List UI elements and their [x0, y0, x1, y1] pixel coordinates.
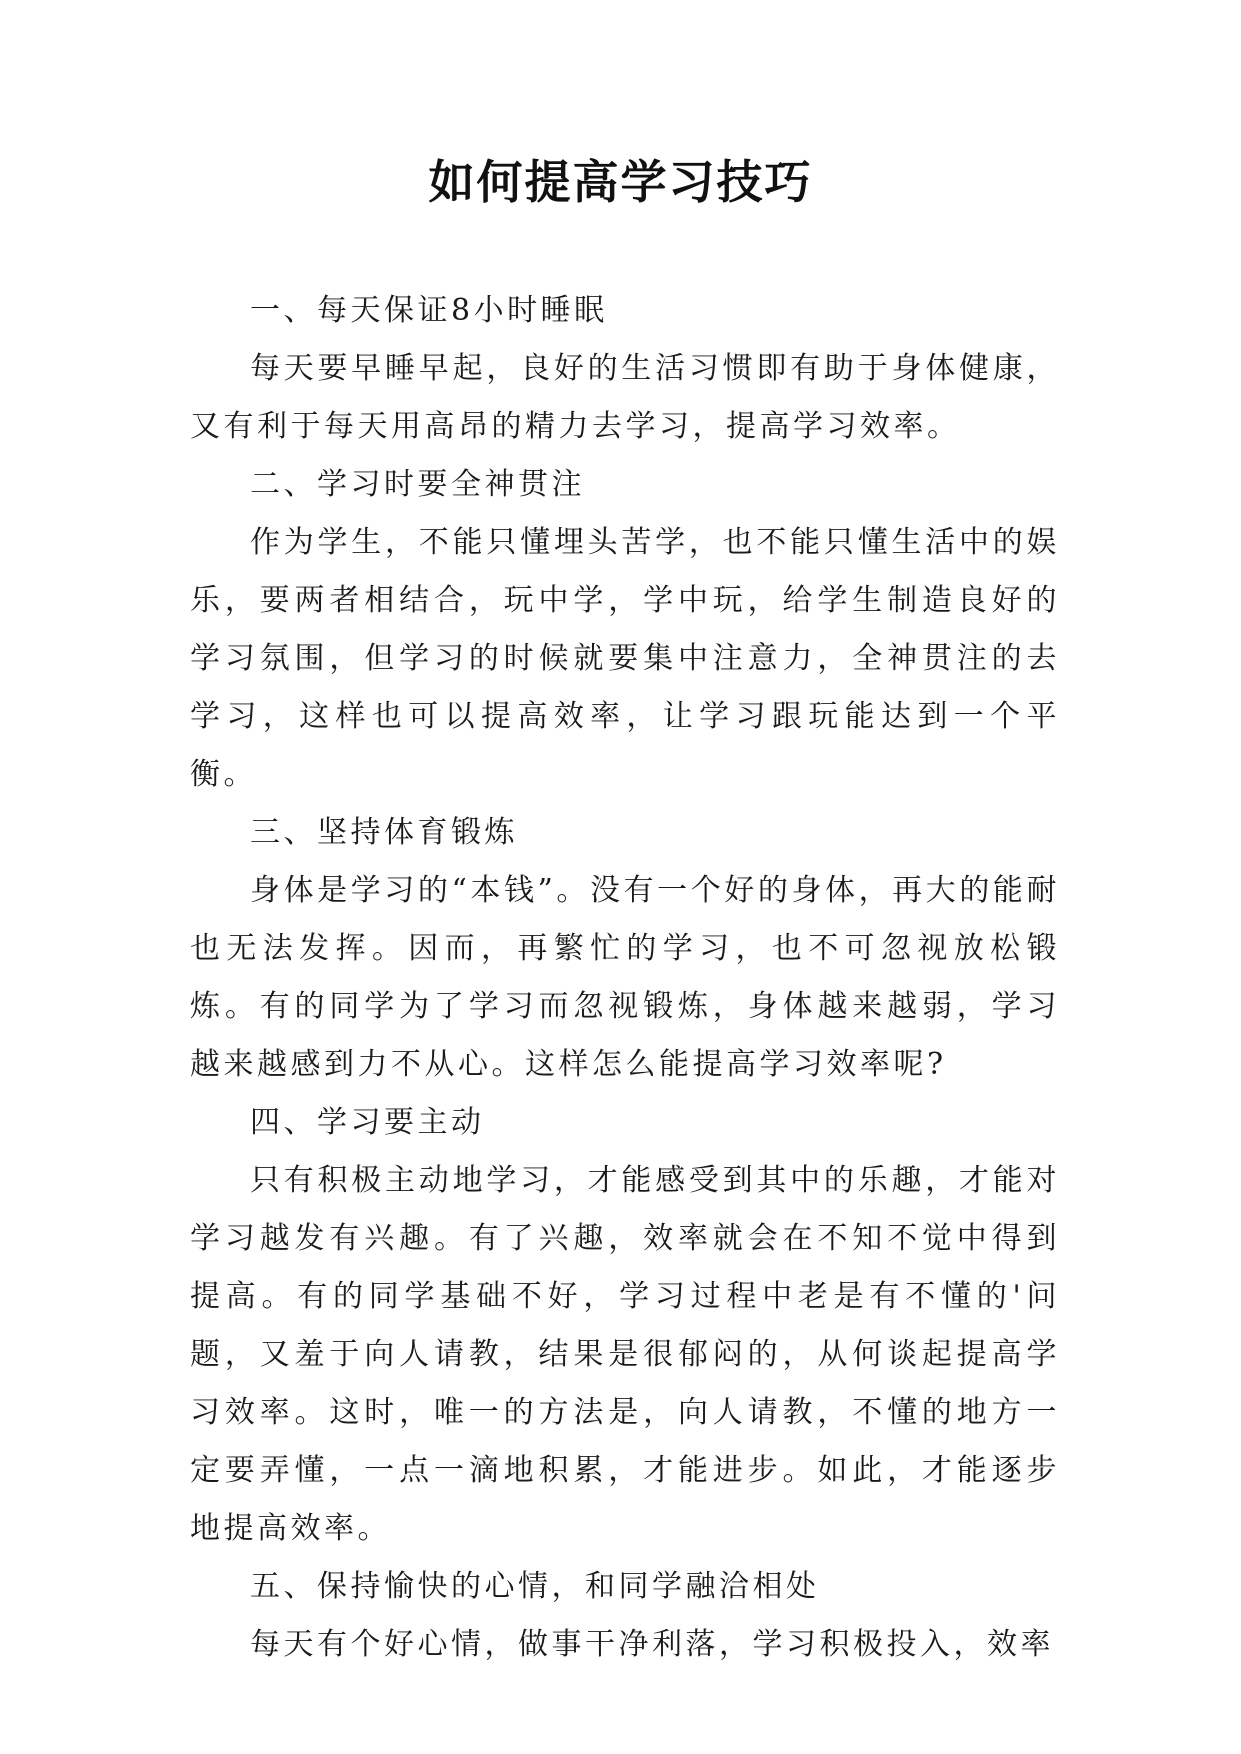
- section-paragraph-2: 作为学生，不能只懂埋头苦学，也不能只懂生活中的娱乐，要两者相结合，玩中学，学中玩，给学生制造良好的学习氛围，但学习的时候就要集中注意力，全神贯注的去学习，这样也可以提高效率，让学习跟玩能达到一个平衡。: [190, 525, 1060, 792]
- section-heading-5: 五、保持愉快的心情，和同学融洽相处: [250, 1569, 820, 1604]
- section-heading-3: 三、坚持体育锻炼: [250, 815, 518, 850]
- section-heading-1: 一、每天保证8小时睡眠: [250, 293, 608, 328]
- section-heading-4: 四、学习要主动: [250, 1105, 485, 1140]
- document-title: 如何提高学习技巧: [428, 155, 813, 209]
- document-body: [190, 282, 1060, 1674]
- section-paragraph-4: 只有积极主动地学习，才能感受到其中的乐趣，才能对学习越发有兴趣。有了兴趣，效率就会在不知不觉中得到提高。有的同学基础不好，学习过程中老是有不懂的'问题，又羞于向人请教，结果是很郁闷的，从何谈起提高学习效率。这时，唯一的方法是，向人请教，不懂的地方一定要弄懂，一点一滴地积累，才能进步。如此，才能逐步地提高效率。: [190, 1163, 1060, 1546]
- section-heading-2: 二、学习时要全神贯注: [250, 467, 585, 502]
- section-paragraph-5: 每天有个好心情，做事干净利落，学习积极投入，效率: [250, 1627, 1054, 1662]
- section-paragraph-1: 每天要早睡早起，良好的生活习惯即有助于身体健康，又有利于每天用高昂的精力去学习，提高学习效率。: [190, 351, 1060, 444]
- section-paragraph-3: 身体是学习的“本钱”。没有一个好的身体，再大的能耐也无法发挥。因而，再繁忙的学习，也不可忽视放松锻炼。有的同学为了学习而忽视锻炼，身体越来越弱，学习越来越感到力不从心。这样怎么能提高学习效率呢?: [190, 873, 1060, 1082]
